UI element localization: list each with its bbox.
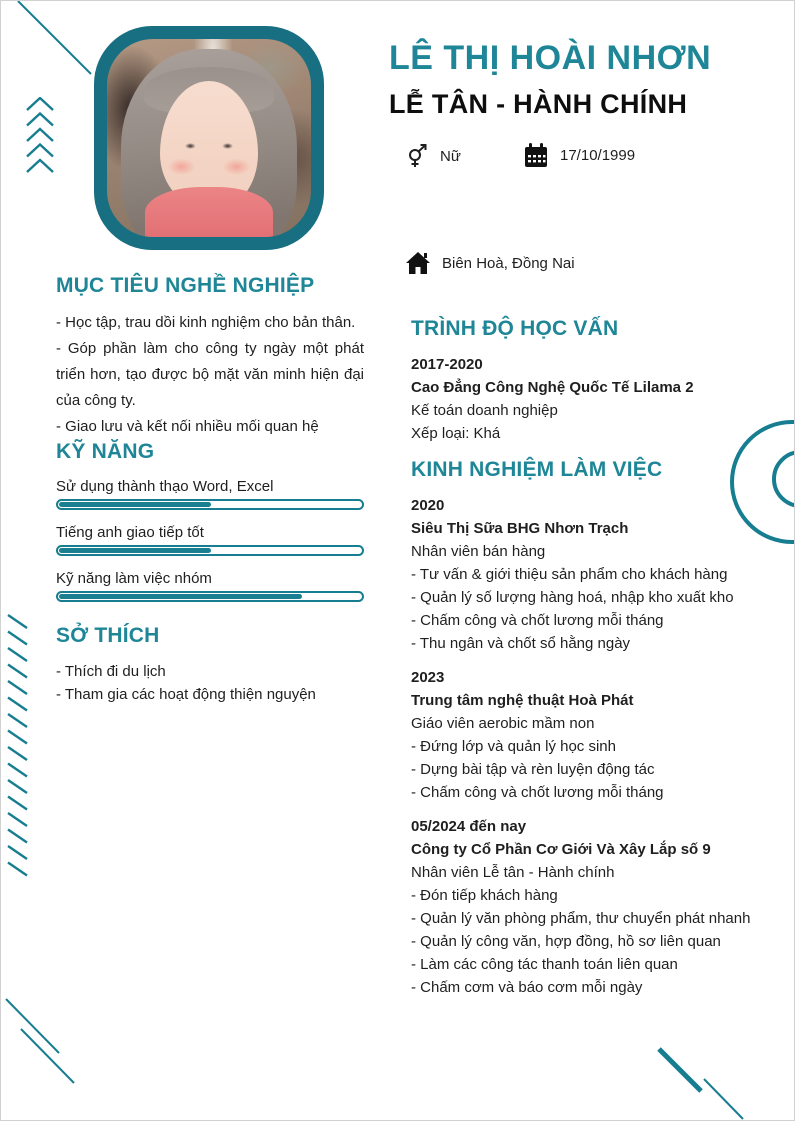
hobbies-heading: SỞ THÍCH (56, 624, 160, 647)
gender-row (405, 144, 461, 168)
experience-bullet: - Làm các công tác thanh toán liên quan (411, 956, 678, 973)
experience-period: 2023 (411, 669, 445, 686)
hobby-item: - Thích đi du lịch (56, 663, 166, 680)
skill-bar-fill (59, 594, 302, 599)
experience-bullet: - Quản lý văn phòng phẩm, thư chuyển phát nhanh (411, 910, 751, 927)
education-school: Cao Đẳng Công Nghệ Quốc Tế Lilama 2 (411, 379, 694, 396)
skill-item (56, 568, 364, 602)
education-detail: Xếp loại: Khá (411, 425, 501, 442)
gender-value: Nữ (440, 147, 461, 165)
skill-bar (56, 545, 364, 556)
address-value: Biên Hoà, Đồng Nai (442, 254, 575, 272)
experience-org: Siêu Thị Sữa BHG Nhơn Trạch (411, 520, 629, 537)
education-detail: Kế toán doanh nghiệp (411, 402, 558, 419)
skill-bar (56, 499, 364, 510)
experience-period: 2020 (411, 497, 445, 514)
hatch-lines-left (7, 609, 33, 887)
skill-item (56, 476, 364, 510)
experience-role: Nhân viên bán hàng (411, 543, 546, 560)
experience-bullet: - Đón tiếp khách hàng (411, 887, 558, 904)
diagonal-lines-bottom-right (651, 1041, 751, 1121)
objective-heading: MỤC TIÊU NGHỀ NGHIỆP (56, 274, 315, 297)
skills-heading: KỸ NĂNG (56, 440, 155, 463)
gender-icon (405, 144, 429, 168)
education-entry (411, 353, 791, 445)
skill-label: Kỹ năng làm việc nhóm (56, 570, 212, 587)
chevron-stack-icon (26, 97, 56, 173)
birthdate-value: 17/10/1999 (560, 146, 636, 164)
objective-list (56, 310, 364, 440)
hobbies-list (56, 660, 364, 706)
experience-bullet: - Chấm cơm và báo cơm mỗi ngày (411, 979, 643, 996)
skill-bar-fill (59, 548, 211, 553)
diagonal-lines-bottom-left (1, 991, 91, 1096)
photo-garment (145, 187, 273, 237)
experience-period: 05/2024 đến nay (411, 818, 527, 835)
calendar-icon (523, 142, 549, 168)
address-row (405, 251, 575, 275)
portrait-photo (107, 39, 311, 237)
skill-item (56, 522, 364, 556)
right-column (411, 317, 791, 1010)
experience-bullet: - Tư vấn & giới thiệu sản phẩm cho khách hàng (411, 566, 728, 583)
skill-bar (56, 591, 364, 602)
experience-org: Trung tâm nghệ thuật Hoà Phát (411, 692, 634, 709)
experience-heading: KINH NGHIỆM LÀM VIỆC (411, 458, 663, 481)
skill-label: Tiếng anh giao tiếp tốt (56, 524, 204, 541)
skill-bar-fill (59, 502, 211, 507)
experience-entry (411, 494, 791, 655)
objective-item: - Giao lưu và kết nối nhiều mối quan hệ (56, 418, 319, 435)
candidate-name: LÊ THỊ HOÀI NHƠN (389, 39, 712, 77)
experience-bullet: - Chấm công và chốt lương mỗi tháng (411, 784, 664, 801)
experience-bullet: - Quản lý số lượng hàng hoá, nhập kho xuất kho (411, 589, 734, 606)
education-heading: TRÌNH ĐỘ HỌC VẤN (411, 317, 619, 340)
experience-entry (411, 815, 791, 999)
experience-bullet: - Đứng lớp và quản lý học sinh (411, 738, 616, 755)
objective-item: - Học tập, trau dồi kinh nghiệm cho bản thân. (56, 314, 356, 331)
experience-bullet: - Thu ngân và chốt sổ hằng ngày (411, 635, 631, 652)
diagonal-line-top-left (1, 1, 101, 81)
left-column (56, 274, 364, 706)
profile-photo-frame (94, 26, 324, 250)
home-icon (405, 251, 431, 275)
skill-label: Sử dụng thành thạo Word, Excel (56, 478, 274, 495)
hobby-item: - Tham gia các hoạt động thiện nguyện (56, 686, 316, 703)
experience-bullet: - Quản lý công văn, hợp đồng, hồ sơ liên quan (411, 933, 721, 950)
experience-bullet: - Dựng bài tập và rèn luyện động tác (411, 761, 655, 778)
experience-bullet: - Chấm công và chốt lương mỗi tháng (411, 612, 664, 629)
objective-item: - Góp phần làm cho công ty ngày một phát triển hơn, tạo được bộ mặt văn minh hiện đại của công ty. (56, 340, 364, 409)
education-period: 2017-2020 (411, 356, 483, 373)
experience-org: Công ty Cổ Phần Cơ Giới Và Xây Lắp số 9 (411, 841, 711, 858)
experience-role: Nhân viên Lễ tân - Hành chính (411, 864, 615, 881)
job-title: LỄ TÂN - HÀNH CHÍNH (389, 89, 688, 119)
experience-entry (411, 666, 791, 804)
experience-role: Giáo viên aerobic mầm non (411, 715, 595, 732)
birthdate-row (523, 142, 635, 168)
